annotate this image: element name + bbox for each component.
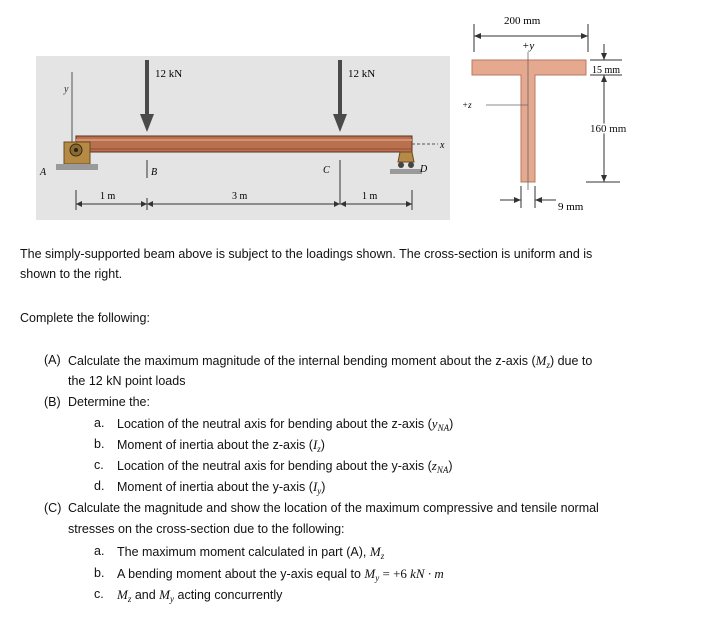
part-b-item-c-label: c.	[94, 458, 104, 472]
part-c-item-c-and: and	[131, 588, 160, 602]
flange-label: 15 mm	[592, 65, 621, 76]
part-c-item-b-text: A bending moment about the y-axis equal to	[117, 567, 365, 581]
complete-heading: Complete the following:	[20, 311, 150, 325]
part-a-symbol: M	[535, 353, 547, 368]
part-b-item-c-subscript: NA	[436, 465, 449, 475]
load-right-label: 12 kN	[348, 68, 376, 80]
part-a-label: (A)	[44, 353, 61, 367]
part-b-item-b	[117, 436, 325, 458]
part-a-line-1-post: ) due to	[549, 354, 593, 368]
point-c-label: C	[323, 165, 330, 176]
part-c-label: (C)	[44, 501, 62, 515]
part-c-line-2: stresses on the cross-section due to the following:	[68, 522, 345, 536]
part-c-line-1: Calculate the magnitude and show the location of the maximum compressive and tensile normal	[68, 501, 599, 515]
load-left-label: 12 kN	[155, 68, 183, 80]
dim-3-label: 1 m	[362, 191, 378, 202]
section-z-label: +z	[462, 100, 472, 110]
part-b-item-c-close: )	[448, 459, 453, 473]
figure	[0, 0, 714, 240]
part-b-item-d-label: d.	[94, 479, 105, 493]
intro-line-1: The simply-supported beam above is subject to the loadings shown. The cross-section is uniform and is	[20, 247, 593, 261]
point-b-label: B	[151, 167, 158, 178]
part-c-item-b-symbol: M	[364, 566, 376, 581]
part-b-item-a-text: Location of the neutral axis for bending about the z-axis (	[117, 417, 432, 431]
part-a-subscript: z	[546, 360, 550, 370]
part-b-text: Determine the:	[68, 395, 150, 409]
part-c-item-c-label: c.	[94, 587, 104, 601]
part-b-item-a-symbol: y	[431, 416, 438, 431]
point-d-label: D	[420, 164, 428, 175]
intro-line-2: shown to the right.	[20, 267, 123, 281]
part-c-item-c-subscript-2: y	[170, 594, 175, 604]
part-b-item-a-label: a.	[94, 416, 105, 430]
part-b-item-c	[117, 457, 453, 479]
part-b-item-c-symbol: z	[431, 458, 437, 473]
dim-1-label: 1 m	[100, 191, 116, 202]
part-b-item-c-text: Location of the neutral axis for bending about the y-axis (	[117, 459, 432, 473]
point-a-label: A	[40, 167, 47, 178]
section-width-label: 200 mm	[504, 15, 541, 27]
part-c-item-c-symbol-2: M	[159, 587, 171, 602]
part-c-item-c	[117, 586, 282, 608]
beam-y-label: y	[64, 84, 69, 95]
depth-label: 160 mm	[590, 123, 627, 135]
section-y-label: +y	[522, 40, 535, 52]
part-b-item-d-text: Moment of inertia about the y-axis (	[117, 480, 313, 494]
part-b-item-b-close: )	[320, 438, 325, 452]
part-c-item-b	[117, 565, 444, 587]
part-b-item-a-close: )	[449, 417, 454, 431]
depth-dimension	[586, 92, 620, 182]
beam-x-label: x	[440, 140, 445, 151]
part-b-item-d-subscript: y	[317, 486, 322, 496]
part-b-item-b-text: Moment of inertia about the z-axis (	[117, 438, 313, 452]
part-c-item-b-unit: kN · m	[410, 566, 444, 581]
part-c-item-b-label: b.	[94, 566, 105, 580]
part-c-item-b-equals: = +6	[379, 566, 411, 581]
part-b-item-d	[117, 478, 325, 500]
part-b-item-a	[117, 415, 453, 437]
part-c-item-a-symbol: M	[369, 544, 381, 559]
part-c-item-c-subscript-1: z	[127, 594, 132, 604]
part-b-item-b-label: b.	[94, 437, 105, 451]
part-b-item-d-symbol: I	[312, 479, 318, 494]
part-c-item-a-label: a.	[94, 544, 105, 558]
part-b-item-a-subscript: NA	[437, 423, 450, 433]
beam-body	[76, 136, 412, 152]
part-a-line-1-pre: Calculate the maximum magnitude of the internal bending moment about the z-axis (	[68, 354, 536, 368]
part-c-item-c-text: acting concurrently	[174, 588, 283, 602]
part-b-item-b-subscript: z	[317, 444, 321, 454]
web-label: 9 mm	[558, 201, 584, 213]
part-c-item-a-subscript: z	[380, 551, 385, 561]
t-section-shape	[472, 60, 586, 182]
part-b-item-b-symbol: I	[312, 437, 318, 452]
part-a-line-1	[68, 352, 592, 374]
part-b-item-d-close: )	[321, 480, 326, 494]
part-b-label: (B)	[44, 395, 61, 409]
part-c-item-a-text: The maximum moment calculated in part (A),	[117, 545, 370, 559]
part-c-item-c-symbol-1: M	[117, 587, 128, 602]
dim-2-label: 3 m	[232, 191, 248, 202]
part-a-line-2: the 12 kN point loads	[68, 374, 186, 388]
part-c-item-a	[117, 543, 384, 565]
part-c-item-b-subscript: y	[375, 573, 380, 583]
